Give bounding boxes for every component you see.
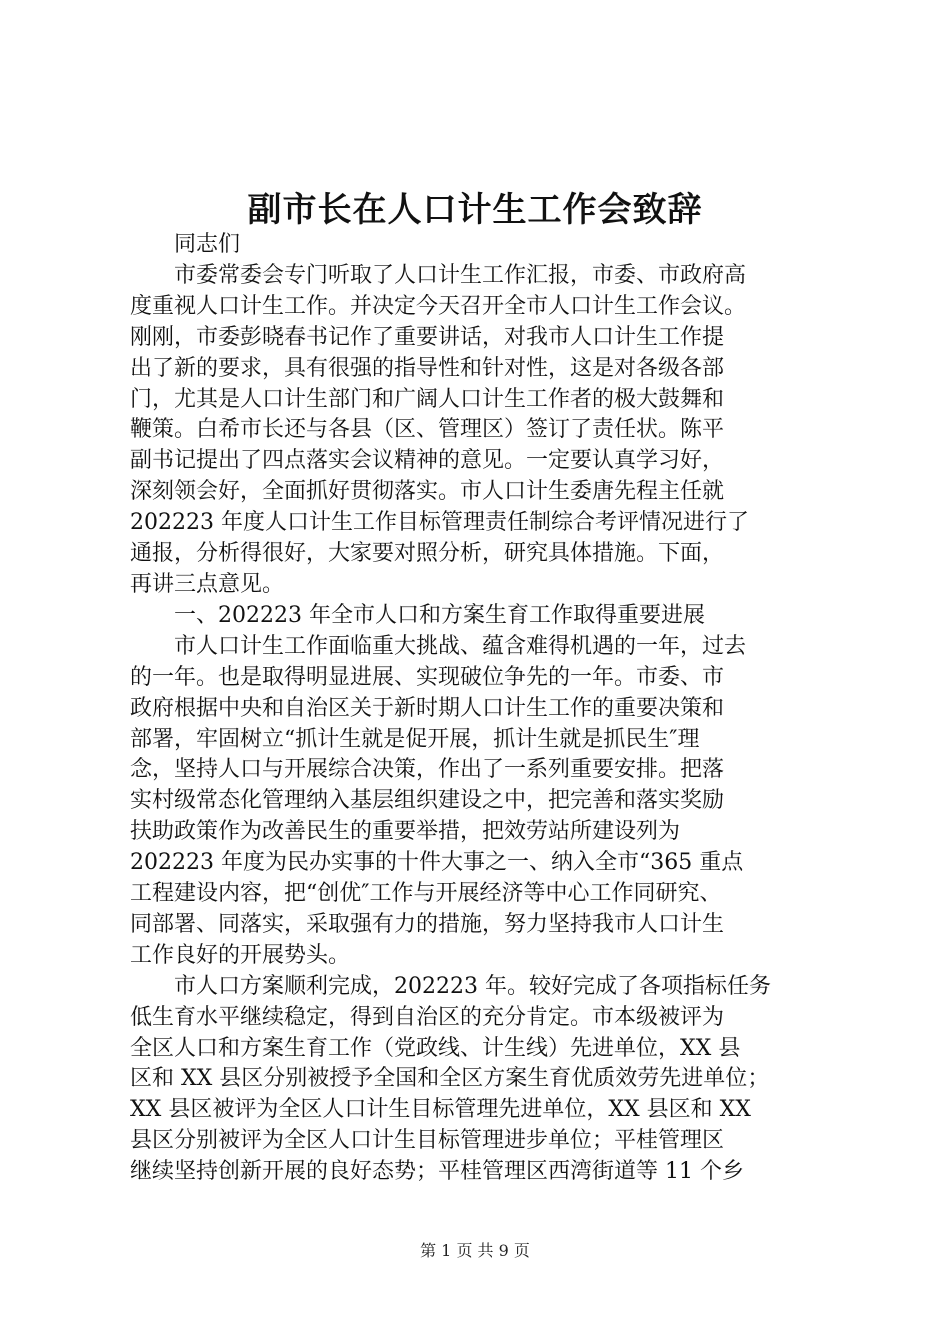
text-line: 实村级常态化管理纳入基层组织建设之中，把完善和落实奖励	[130, 788, 725, 814]
text-line: 202223 年度人口计生工作目标管理责任制综合考评情况进行了	[130, 510, 749, 536]
text-line: 刚刚，市委彭晓春书记作了重要讲话，对我市人口计生工作提	[130, 324, 725, 350]
text-line: 通报，分析得很好，大家要对照分析，研究具体措施。下面，	[130, 541, 725, 567]
text-line: 念，坚持人口与开展综合决策，作出了一系列重要安排。把落	[130, 757, 725, 783]
text-line: 同部署、同落实，采取强有力的措施，努力坚持我市人口计生	[130, 911, 725, 937]
text-line: 部署，牢固树立“抓计生就是促开展，抓计生就是抓民生″理	[130, 726, 700, 752]
text-line: 副书记提出了四点落实会议精神的意见。一定要认真学习好，	[130, 448, 725, 474]
page-number: 第 1 页 共 9 页	[420, 1241, 530, 1260]
text-line: 扶助政策作为改善民生的重要举措，把效劳站所建设列为	[130, 819, 681, 845]
text-line: 度重视人口计生工作。并决定今天召开全市人口计生工作会议。	[130, 293, 747, 319]
text-line: 同志们	[130, 232, 241, 257]
text-line: 鞭策。白希市长还与各县（区、管理区）签订了责任状。陈平	[130, 417, 725, 443]
text-line: 市委常委会专门听取了人口计生工作汇报，市委、市政府高	[130, 262, 747, 288]
text-line: 县区分别被评为全区人口计生目标管理进步单位；平桂管理区	[130, 1128, 725, 1154]
document-title: 副市长在人口计生工作会致辞	[247, 190, 703, 230]
text-line: 202223 年度为民办实事的十件大事之一、纳入全市“365 重点	[130, 850, 744, 876]
text-line: 市人口方案顺利完成，202223 年。较好完成了各项指标任务	[130, 973, 771, 999]
text-line: 继续坚持创新开展的良好态势；平桂管理区西湾街道等 11 个乡	[130, 1159, 744, 1185]
text-line: 市人口计生工作面临重大挑战、蕴含难得机遇的一年，过去	[130, 633, 747, 659]
text-line: XX 县区被评为全区人口计生目标管理先进单位，XX 县区和 XX	[130, 1097, 751, 1123]
text-line: 政府根据中央和自治区关于新时期人口计生工作的重要决策和	[130, 695, 725, 721]
text-line: 工程建设内容，把“创优″工作与开展经济等中心工作同研究、	[130, 881, 722, 907]
text-line: 低生育水平继续稳定，得到自治区的充分肯定。市本级被评为	[130, 1004, 725, 1030]
document-body	[130, 230, 830, 1188]
text-line: 深刻领会好，全面抓好贯彻落实。市人口计生委唐先程主任就	[130, 479, 725, 505]
section-heading: 一、202223 年全市人口和方案生育工作取得重要进展	[130, 602, 705, 628]
text-line: 的一年。也是取得明显进展、实现破位争先的一年。市委、市	[130, 664, 725, 690]
text-line: 再讲三点意见。	[130, 571, 285, 597]
text-line: 出了新的要求，具有很强的指导性和针对性，这是对各级各部	[130, 355, 725, 381]
text-line: 全区人口和方案生育工作（党政线、计生线）先进单位，XX 县	[130, 1035, 741, 1061]
text-line: 门，尤其是人口计生部门和广阔人口计生工作者的极大鼓舞和	[130, 386, 725, 412]
text-line: 区和 XX 县区分别被授予全国和全区方案生育优质效劳先进单位；	[130, 1066, 770, 1092]
text-line: 工作良好的开展势头。	[130, 942, 351, 968]
